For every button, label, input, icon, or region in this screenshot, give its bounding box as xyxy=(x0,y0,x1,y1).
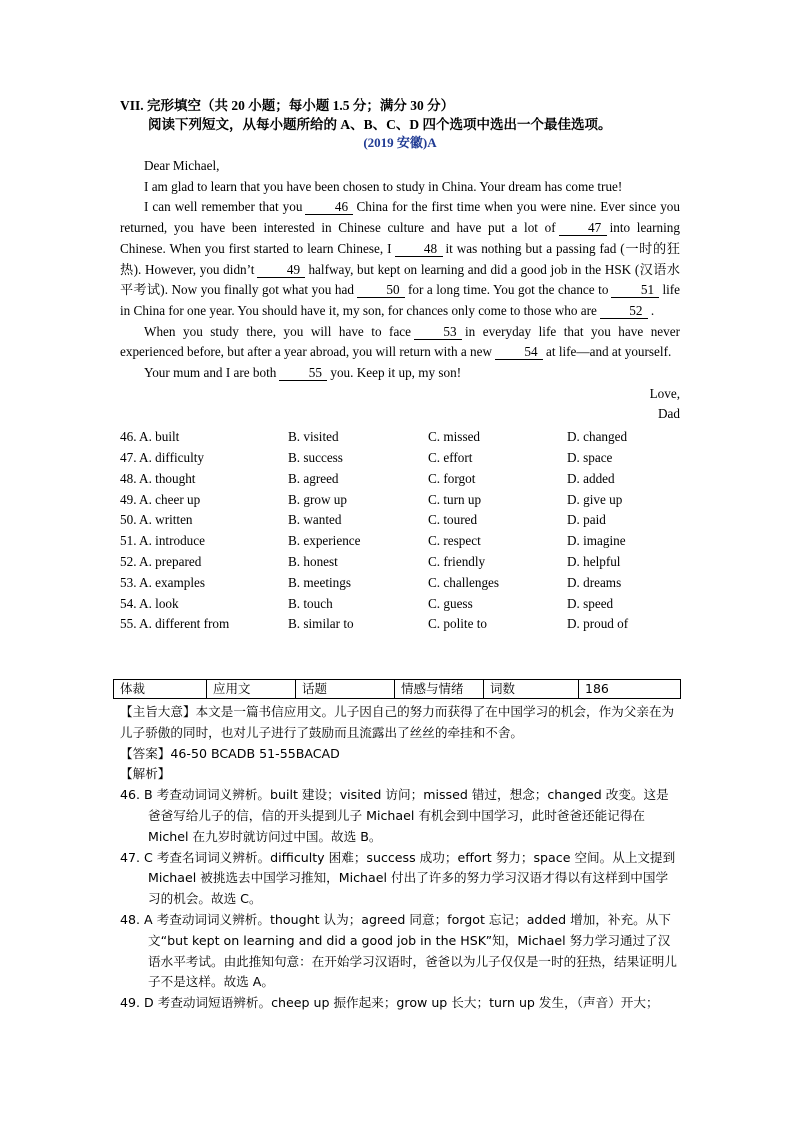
blank-49: 49 xyxy=(257,263,305,278)
answer-options xyxy=(120,427,680,635)
letter-closing: Love, xyxy=(649,385,680,401)
passage-info-table xyxy=(113,679,681,699)
letter-paragraph-1: I am glad to learn that you have been chosen to study in China. Your dream has come true! xyxy=(144,178,623,194)
section-title: VII. 完形填空（共 20 小题；每小题 1.5 分；满分 30 分） xyxy=(120,98,455,113)
section-instruction: 阅读下列短文，从每小题所给的 A、B、C、D 四个选项中选出一个最佳选项。 xyxy=(148,117,612,132)
answer-analysis xyxy=(120,702,680,1014)
option-row: 46. A. built B. visited C. missed D. changed xyxy=(120,429,628,445)
blank-55: 55 xyxy=(279,366,327,381)
letter-passage xyxy=(120,156,680,425)
blank-52: 52 xyxy=(600,304,648,319)
blank-53: 53 xyxy=(414,325,462,340)
blank-54: 54 xyxy=(495,345,543,360)
letter-greeting: Dear Michael, xyxy=(144,158,220,173)
blank-46: 46 xyxy=(305,200,353,215)
table-row xyxy=(114,680,681,699)
analysis-item-47: 47. C 考查名词词义辨析。difficulty 困难；success 成功；effort 努力；space 空间。从上文提到 Michael 被挑选去中国学习推知，Michael 付出了许多的努力学习汉语才得以有这样到中国学习的机会。故选 C。 xyxy=(120,849,676,907)
option-row: 50. A. written B. wanted C. toured D. paid xyxy=(120,512,606,528)
letter-signature: Dad xyxy=(658,406,680,422)
table-cell: 词数 xyxy=(484,680,579,699)
option-row: 52. A. prepared B. honest C. friendly D. helpful xyxy=(120,553,621,569)
blank-48: 48 xyxy=(395,242,443,257)
letter-paragraph-4: Your mum and I are both 55 you. Keep it up, my son! xyxy=(144,365,462,381)
table-cell: 情感与情绪 xyxy=(395,680,484,699)
exam-page xyxy=(120,97,680,635)
analysis-item-46: 46. B 考查动词词义辨析。built 建设；visited 访问；missed 错过，想念；changed 改变。这是爸爸写给儿子的信，信的开头提到儿子 Michael 有机会到中国学习，此时爸爸还能记得在 Michel 在九岁时就访问过中国。故选 B。 xyxy=(120,787,669,844)
blank-47: 47 xyxy=(559,221,607,236)
blank-51: 51 xyxy=(611,283,659,298)
option-row: 49. A. cheer up B. grow up C. turn up D. give up xyxy=(120,491,623,507)
table-cell: 体裁 xyxy=(114,680,207,699)
letter-paragraph-2: I can well remember that you 46 China for the first time when you were nine. Ever since you returned, you have been interested in Chinese culture and have put a lot of 47 into learning Chinese. When you first started to learn Chinese, I 48 it was nothing but a passing fad (一时的狂热). However, you didn’t 49 halfway, but kept on learning and did a good job in the HSK (汉语水平考试). Now you finally got what you had 50 for a long time. You got the chance to 51 life in China for one year. You should have it, my son, for chances only come to those who are 52 . xyxy=(120,199,681,318)
table-cell: 186 xyxy=(579,680,681,699)
letter-paragraph-3: When you study there, you will have to face 53 in everyday life that you have never experienced before, but after a year abroad, you will return with a new 54 at life—and at yourself. xyxy=(120,323,680,360)
option-row: 55. A. different from B. similar to C. polite to D. proud of xyxy=(120,616,629,632)
option-row: 51. A. introduce B. experience C. respect D. imagine xyxy=(120,533,626,549)
analysis-item-49: 49. D 考查动词短语辨析。cheep up 振作起来；grow up 长大；turn up 发生，（声音）开大； xyxy=(120,995,659,1011)
table-cell: 应用文 xyxy=(207,680,296,699)
analysis-item-48: 48. A 考查动词词义辨析。thought 认为；agreed 同意；forgot 忘记；added 增加，补充。从下文“but kept on learning and did a good job in the HSK”知，Michael 努力学习通过了汉语水平考试。由此推知句意：在开始学习汉语时，爸爸以为儿子仅仅是一时的狂热，结果证明儿子不是这样。故选 A。 xyxy=(120,911,677,990)
table-cell: 话题 xyxy=(296,680,395,699)
passage-source: (2019 安徽)A xyxy=(363,135,437,150)
option-row: 48. A. thought B. agreed C. forgot D. added xyxy=(120,470,615,486)
blank-50: 50 xyxy=(357,283,405,298)
option-row: 47. A. difficulty B. success C. effort D. space xyxy=(120,449,613,465)
answer-key: 【答案】46-50 BCADB 51-55BACAD xyxy=(120,745,340,761)
option-row: 54. A. look B. touch C. guess D. speed xyxy=(120,595,614,611)
summary-text: 【主旨大意】本文是一篇书信应用文。儿子因自己的努力而获得了在中国学习的机会，作为父亲在为儿子骄傲的同时，也对儿子进行了鼓励而且流露出了丝丝的牵挂和不舍。 xyxy=(120,704,675,740)
analysis-heading: 【解析】 xyxy=(120,766,171,782)
option-row: 53. A. examples B. meetings C. challenges D. dreams xyxy=(120,574,622,590)
